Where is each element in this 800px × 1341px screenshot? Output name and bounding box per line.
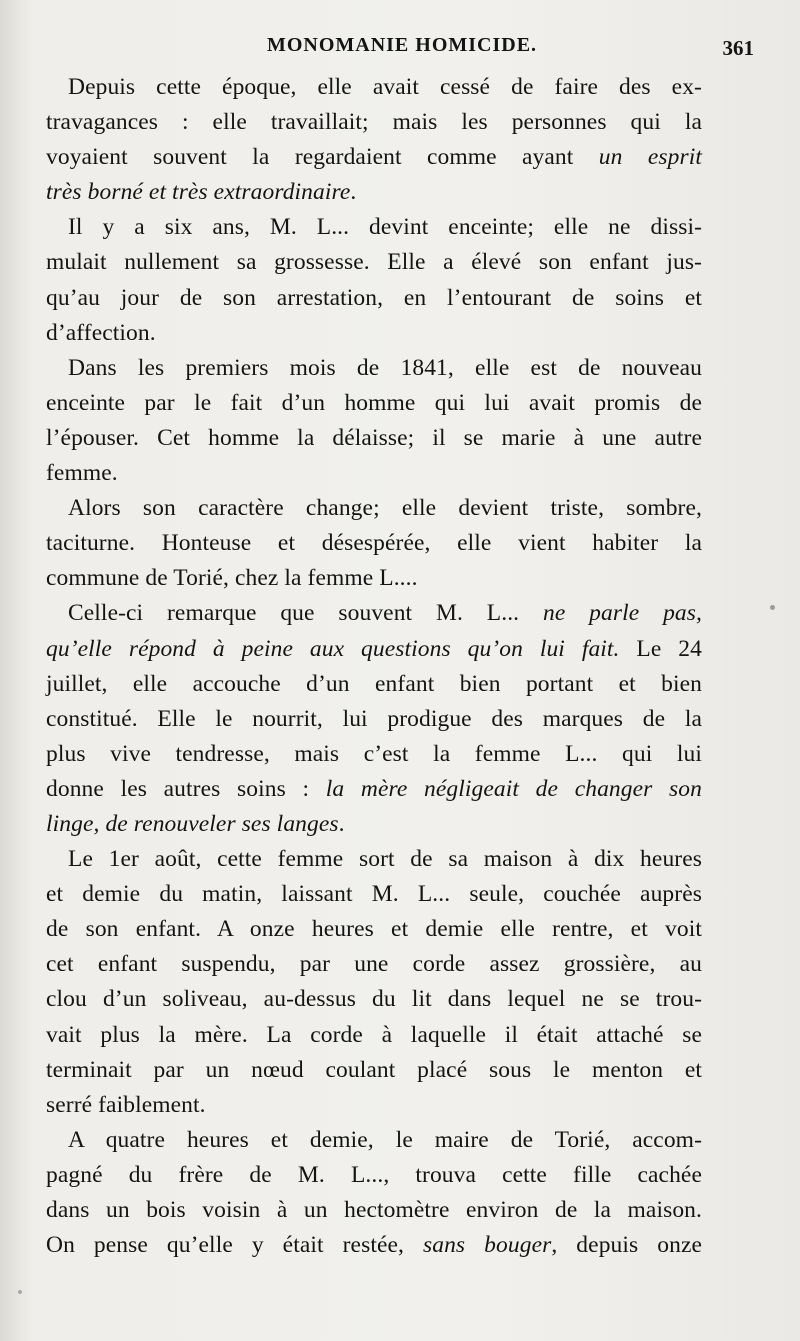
text-line: [46, 386, 702, 421]
line-text: dans un bois voisin à un hectomètre environ de la maison.: [46, 1197, 702, 1223]
line-text: femme.: [46, 460, 118, 487]
line-text: taciturne. Honteuse et désespérée, elle vient habiter la: [46, 530, 702, 557]
line-text: d’affection.: [46, 319, 156, 346]
line-text-tail: .: [338, 810, 345, 837]
text-line: [46, 1123, 702, 1158]
line-text: mulait nullement sa grossesse. Elle a élevé son enfant jus-: [46, 249, 702, 276]
text-line: [46, 737, 702, 772]
line-italic-text: sans bouger: [422, 1232, 552, 1259]
text-line: [46, 667, 702, 702]
line-text: voyaient souvent la regardaient comme ayant: [46, 144, 599, 171]
line-text: serré faiblement.: [46, 1091, 206, 1118]
line-text-tail: , depuis onze: [551, 1232, 703, 1259]
line-text: On pense qu’elle y était restée,: [46, 1232, 423, 1259]
line-text: enceinte par le fait d’un homme qui lui avait promis de: [46, 389, 702, 416]
text-line: [46, 702, 702, 737]
line-text: et demie du matin, laissant M. L... seule, couchée auprès: [46, 881, 702, 908]
line-italic-text: la mère négligeait de changer son: [325, 775, 702, 802]
text-line: [46, 140, 702, 175]
line-text: Depuis cette époque, elle avait cessé de faire des ex-: [68, 74, 702, 100]
line-text: commune de Torié, chez la femme L....: [46, 565, 418, 592]
line-text: terminait par un nœud coulant placé sous le menton et: [46, 1056, 702, 1083]
text-line: [46, 1228, 702, 1263]
line-text: qu’au jour de son arrestation, en l’entourant de soins et: [46, 284, 702, 311]
text-line: [46, 105, 702, 140]
line-text-tail: .: [350, 179, 357, 206]
text-line: [46, 70, 702, 105]
text-line: [46, 1158, 702, 1193]
text-line: [46, 912, 702, 947]
line-text: donne les autres soins :: [46, 775, 326, 802]
line-text: Alors son caractère change; elle devient triste, sombre,: [68, 495, 702, 522]
line-text: Il y a six ans, M. L... devint enceinte; elle ne dissi-: [68, 214, 702, 241]
line-text: Dans les premiers mois de 1841, elle est de nouveau: [68, 354, 702, 381]
text-line: [46, 632, 702, 667]
line-italic-text: qu’elle répond à peine aux questions qu’on lui fait.: [46, 635, 620, 662]
text-line: [46, 772, 702, 807]
line-text: l’épouser. Cet homme la délaisse; il se marie à une autre: [46, 424, 702, 451]
text-line: [46, 561, 702, 596]
line-italic-text: un esprit: [598, 144, 703, 171]
text-line: [46, 281, 702, 316]
line-text: de son enfant. A onze heures et demie elle rentre, et voit: [46, 916, 702, 943]
line-text: plus vive tendresse, mais c’est la femme L... qui lui: [46, 740, 702, 767]
text-line: [46, 842, 702, 877]
line-text: juillet, elle accouche d’un enfant bien portant et bien: [46, 670, 702, 697]
text-line: [46, 1053, 702, 1088]
line-text-tail: Le 24: [619, 635, 702, 662]
text-line: [46, 316, 702, 351]
text-line: [46, 351, 702, 386]
line-text: cet enfant suspendu, par une corde assez grossière, au: [46, 951, 702, 978]
text-line: [46, 1193, 702, 1228]
line-text: Celle-ci remarque que souvent M. L...: [68, 600, 543, 627]
line-text: vait plus la mère. La corde à laquelle il était attaché se: [46, 1021, 702, 1048]
line-text: travagances : elle travaillait; mais les personnes qui la: [46, 109, 702, 136]
paper-speck: [770, 605, 775, 610]
body-text: [46, 70, 702, 1263]
line-text: A quatre heures et demie, le maire de Torié, accom-: [68, 1126, 702, 1153]
line-italic-text: très borné et très extraordinaire: [46, 179, 351, 206]
line-text: Le 1er août, cette femme sort de sa maison à dix heures: [68, 846, 702, 873]
text-line: [46, 175, 702, 210]
text-line: [46, 421, 702, 456]
line-italic-text: linge, de renouveler ses langes: [46, 810, 339, 837]
text-line: [46, 245, 702, 280]
page-number: 361: [722, 36, 754, 60]
line-text: constitué. Elle le nourrit, lui prodigue des marques de la: [46, 705, 702, 732]
text-line: [46, 807, 702, 842]
text-line: [46, 877, 702, 912]
running-head: [44, 34, 760, 64]
text-line: [46, 526, 702, 561]
text-line: [46, 456, 702, 491]
running-title: MONOMANIE HOMICIDE.: [266, 34, 538, 56]
text-line: [46, 1088, 702, 1123]
text-line: [46, 210, 702, 245]
paper-speck: [18, 1290, 22, 1294]
text-line: [46, 947, 702, 982]
line-text: pagné du frère de M. L..., trouva cette fille cachée: [46, 1161, 702, 1188]
line-text: clou d’un soliveau, au-dessus du lit dans lequel ne se trou-: [46, 986, 702, 1013]
line-italic-text: ne parle pas,: [542, 600, 702, 627]
text-line: [46, 982, 702, 1017]
text-line: [46, 491, 702, 526]
text-line: [46, 596, 702, 631]
text-line: [46, 1018, 702, 1053]
